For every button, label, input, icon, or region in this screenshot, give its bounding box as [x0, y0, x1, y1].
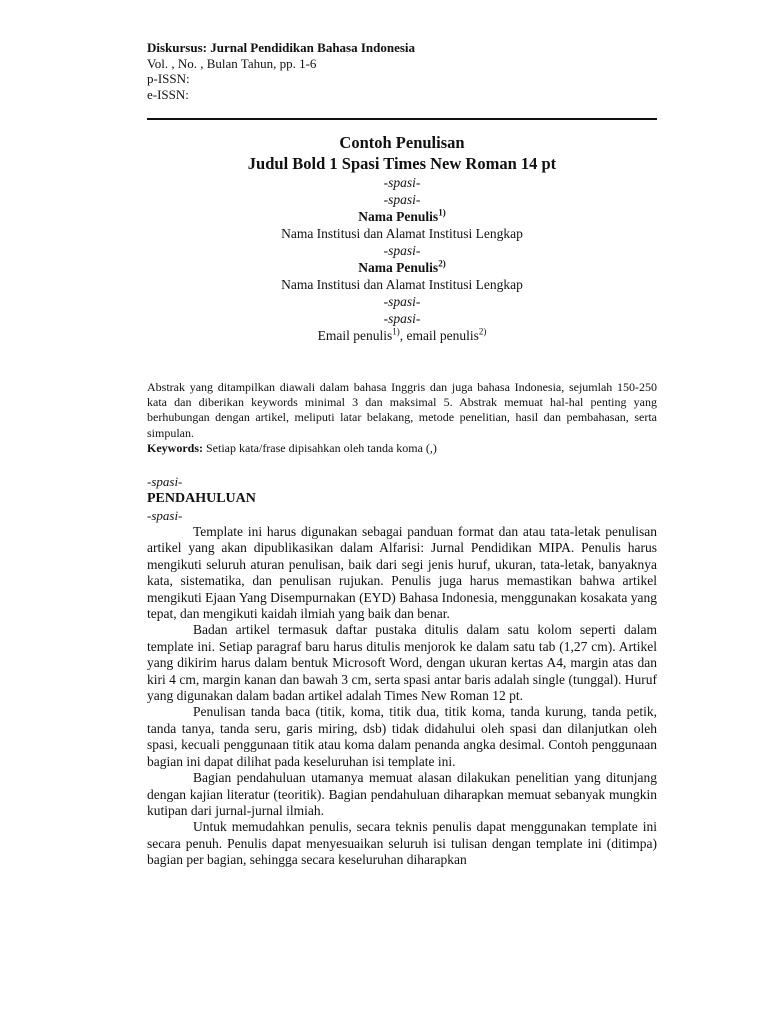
body-paragraph: Bagian pendahuluan utamanya memuat alasan dilakukan penelitian yang ditunjang dengan kajian literatur (teoritik). Bagian pendahuluan diharapkan memuat sebanyak mungkin kutipan dari jurnal-jurnal ilmiah.	[147, 770, 657, 818]
author-name: Nama Penulis$^{2)}$	[358, 258, 446, 275]
volume-line: Vol. , No. , Bulan Tahun, pp. 1-6	[147, 55, 317, 71]
keywords-text: Setiap kata/frase dipisahkan oleh tanda koma (,)	[203, 440, 437, 455]
body-paragraph: Penulisan tanda baca (titik, koma, titik dua, titik koma, tanda kurung, tanda petik, tanda tanya, tanda seru, garis miring, dsb) tidak didahului oleh spasi dan dilanjutkan oleh spasi, kecuali penggunaan titik atau koma dalam penanda angka desimal. Contoh penggunaan bagian ini dapat dilihat pada keseluruhan isi template ini.	[147, 704, 657, 769]
p-issn: p-ISSN:	[147, 71, 190, 86]
abstract-text: Abstrak yang ditampilkan diawali dalam bahasa Inggris dan juga bahasa Indonesia, sejumlah 150-250 kata dan diberikan keywords minimal 3 dan maksimal 5. Abstrak memuat hal-hal penting yang berhubungan dengan artikel, meliputi latar belakang, metode penelitian, hasil dan pembahasan, serta simpulan.	[147, 380, 657, 440]
author-institution: Nama Institusi dan Alamat Institusi Lengkap	[281, 277, 523, 292]
article-title	[147, 132, 657, 174]
spasi-marker: -spasi-	[383, 294, 421, 309]
author-institution: Nama Institusi dan Alamat Institusi Lengkap	[281, 226, 523, 241]
spasi-marker: -spasi-	[383, 311, 421, 326]
journal-header	[147, 40, 657, 102]
author-block	[147, 174, 657, 344]
spasi-marker: -spasi-	[147, 508, 183, 524]
section-body	[147, 524, 657, 869]
spasi-marker: -spasi-	[383, 243, 421, 258]
header-divider	[147, 118, 657, 120]
keywords-label: Keywords:	[147, 440, 203, 455]
spasi-marker: -spasi-	[383, 192, 421, 207]
body-paragraph: Template ini harus digunakan sebagai panduan format dan atau tata-letak penulisan artikel yang akan dipublikasikan dalam Alfarisi: Jurnal Pendidikan MIPA. Penulis harus mengikuti seluruh aturan penulisan, baik dari segi jenis huruf, ukuran, tata-letak, banyaknya kata, sistematika, dan penulisan rujukan. Penulis juga harus memastikan bahwa artikel mengikuti Ejaan Yang Disempurnakan (EYD) Bahasa Indonesia, menggunakan kosakata yang tepat, dan mengikuti kaidah ilmiah yang baik dan benar.	[147, 524, 657, 622]
author-emails: Email penulis$^{1)}$, email penulis$^{2)}$	[317, 326, 487, 343]
spasi-marker: -spasi-	[147, 474, 183, 490]
e-issn: e-ISSN:	[147, 86, 189, 102]
author-name: Nama Penulis$^{1)}$	[358, 207, 446, 224]
title-line-2: Judul Bold 1 Spasi Times New Roman 14 pt	[247, 154, 557, 173]
journal-title: Diskursus: Jurnal Pendidikan Bahasa Indonesia	[147, 40, 416, 55]
body-paragraph: Badan artikel termasuk daftar pustaka ditulis dalam satu kolom seperti dalam template ini. Setiap paragraf baru harus ditulis menjorok ke dalam satu tab (1,27 cm). Artikel yang dikirim harus dalam bentuk Microsoft Word, dengan ukuran kertas A4, margin atas dan kiri 4 cm, margin kanan dan bawah 3 cm, serta spasi antar baris adalah single (tunggal). Huruf yang digunakan dalam badan artikel adalah Times New Roman 12 pt.	[147, 622, 657, 704]
title-line-1: Contoh Penulisan	[339, 133, 465, 152]
body-paragraph: Untuk memudahkan penulis, secara teknis penulis dapat menggunakan template ini secara penuh. Penulis dapat menyesuaikan seluruh isi tulisan dengan template ini (ditimpa) bagian per bagian, sehingga secara keseluruhan diharapkan	[147, 819, 657, 868]
document-page	[147, 40, 657, 869]
section-heading: PENDAHULUAN	[147, 491, 256, 507]
keywords-line	[147, 441, 657, 456]
spasi-marker: -spasi-	[383, 175, 421, 190]
